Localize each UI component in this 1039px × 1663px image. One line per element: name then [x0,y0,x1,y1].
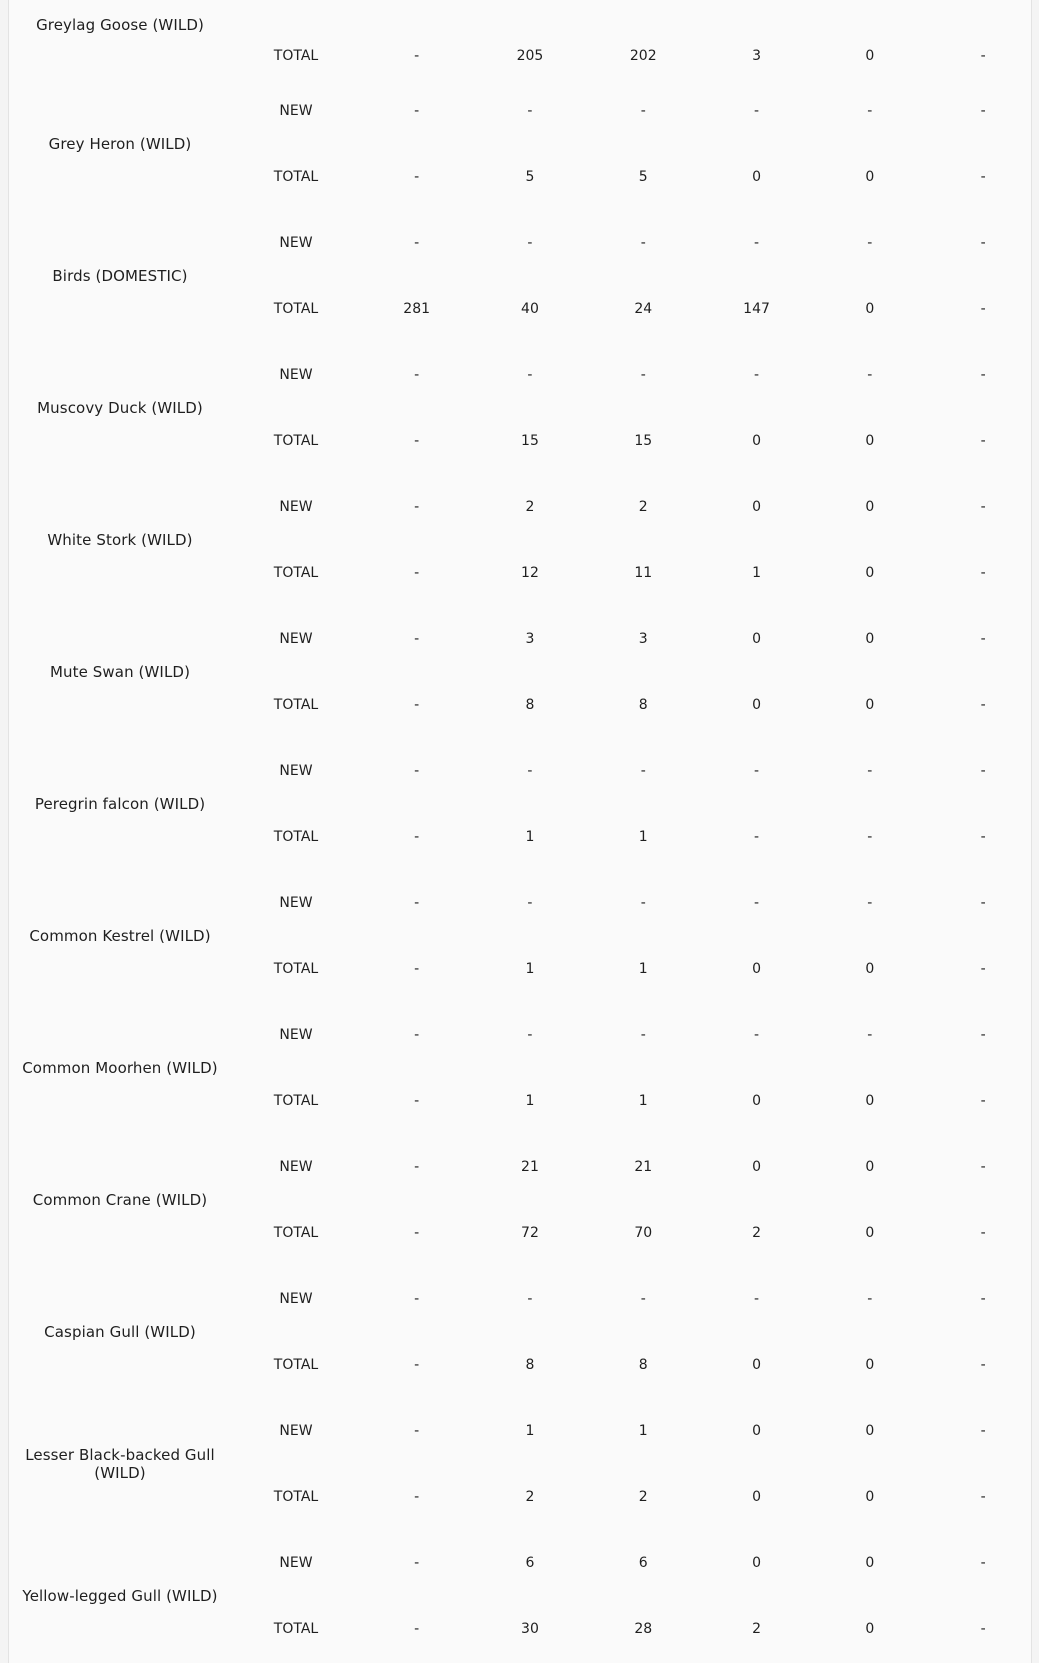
value-cell: 0 [865,961,875,977]
table-row [8,870,1039,936]
value-cell: 0 [865,1555,875,1571]
value-cell: 12 [521,565,539,581]
species-name: Caspian Gull (WILD) [44,1323,196,1341]
value-cell: 2 [638,1489,648,1505]
row-kind-label: NEW [279,1159,313,1175]
value-cell: - [414,1555,420,1571]
value-cell: 1 [525,1093,535,1109]
value-cell: - [980,631,986,647]
row-kind-label: TOTAL [273,1357,319,1373]
value-cell: - [527,895,533,911]
value-cell: - [980,1291,986,1307]
value-cell: - [414,1291,420,1307]
value-cell: 5 [525,169,535,185]
value-cell: - [414,367,420,383]
value-cell: - [527,1291,533,1307]
value-cell: - [640,367,646,383]
value-cell: - [754,1291,760,1307]
value-cell: 202 [629,48,657,64]
value-cell: - [980,301,986,317]
value-cell: 0 [752,1357,761,1373]
value-cell: 15 [521,433,539,449]
value-cell: 0 [865,631,875,647]
value-cell: 8 [525,1357,535,1373]
value-cell: 30 [521,1621,539,1637]
table-row [8,1002,1039,1068]
value-cell: 28 [634,1621,653,1637]
value-cell: 205 [516,48,544,64]
value-cell: - [754,895,760,911]
value-cell: 0 [752,169,761,185]
value-cell: - [640,1027,646,1043]
table-row [8,1266,1039,1332]
species-name: Mute Swan (WILD) [49,663,191,681]
value-cell: 0 [865,499,875,515]
value-cell: - [414,1357,420,1373]
value-cell: 0 [752,1489,761,1505]
value-cell: 1 [638,961,648,977]
value-cell: - [867,1027,873,1043]
value-cell: 6 [638,1555,648,1571]
value-cell: 11 [634,565,653,581]
row-kind-label: TOTAL [273,1621,319,1637]
value-cell: - [414,48,420,64]
value-cell: - [980,48,986,64]
value-cell: 8 [638,697,648,713]
value-cell: - [980,763,986,779]
value-cell: - [980,235,986,251]
value-cell: - [414,895,420,911]
value-cell: - [414,433,420,449]
value-cell: 24 [634,301,653,317]
row-kind-label: TOTAL [273,169,319,185]
value-cell: - [640,235,646,251]
value-cell: - [867,895,873,911]
value-cell: - [754,829,760,845]
value-cell: - [414,1621,420,1637]
value-cell: - [754,103,760,119]
value-cell: 0 [752,697,761,713]
value-cell: - [980,1423,986,1439]
value-cell: - [980,1027,986,1043]
value-cell: - [414,499,420,515]
table-row [8,342,1039,408]
value-cell: - [414,961,420,977]
spacer-cell [232,0,1039,34]
value-cell: 1 [638,1093,648,1109]
value-cell: - [867,367,873,383]
row-kind-label: NEW [279,103,313,119]
value-cell: - [640,895,646,911]
row-kind-label: TOTAL [273,433,319,449]
value-cell: - [980,1357,986,1373]
table-row [8,78,1039,144]
table-row [8,1530,1039,1596]
value-cell: 8 [638,1357,648,1373]
row-kind-label: TOTAL [273,1225,319,1241]
row-kind-label: NEW [279,631,313,647]
table-row [8,606,1039,672]
value-cell: 2 [525,499,535,515]
value-cell: 0 [865,301,875,317]
value-cell: - [980,499,986,515]
row-kind-label: TOTAL [273,48,319,64]
value-cell: 0 [865,433,875,449]
value-cell: - [640,1291,646,1307]
value-cell: 0 [865,1093,875,1109]
value-cell: 2 [752,1621,761,1637]
value-cell: 2 [752,1225,761,1241]
value-cell: - [754,763,760,779]
value-cell: - [980,1093,986,1109]
outbreak-table [8,0,1039,1662]
value-cell: - [980,829,986,845]
species-name: Peregrin falcon (WILD) [34,795,206,813]
value-cell: 6 [525,1555,535,1571]
species-name: Lesser Black-backed Gull (WILD) [25,1446,215,1482]
value-cell: 0 [752,433,761,449]
value-cell: - [414,1423,420,1439]
table-row [8,0,1039,34]
value-cell: - [527,763,533,779]
value-cell: - [980,367,986,383]
value-cell: - [980,565,986,581]
value-cell: 147 [743,301,770,317]
value-cell: 21 [634,1159,653,1175]
species-name: Muscovy Duck (WILD) [37,399,203,417]
value-cell: - [414,169,420,185]
species-name: White Stork (WILD) [47,531,193,549]
value-cell: 0 [865,1225,875,1241]
value-cell: - [980,169,986,185]
value-cell: - [414,1489,420,1505]
row-kind-label: NEW [279,499,313,515]
table-row [8,34,1039,78]
species-name: Grey Heron (WILD) [48,135,192,153]
row-kind-label: TOTAL [273,961,319,977]
value-cell: - [980,433,986,449]
value-cell: 0 [752,1555,761,1571]
value-cell: - [414,697,420,713]
value-cell: - [414,631,420,647]
value-cell: - [754,1027,760,1043]
value-cell: - [754,367,760,383]
value-cell: 3 [638,631,648,647]
value-cell: - [754,235,760,251]
row-kind-label: TOTAL [273,829,319,845]
row-kind-label: TOTAL [273,1489,319,1505]
value-cell: - [980,961,986,977]
value-cell: - [980,103,986,119]
row-kind-label: TOTAL [273,565,319,581]
value-cell: - [980,1555,986,1571]
value-cell: - [867,1291,873,1307]
table-row [8,210,1039,276]
value-cell: - [980,697,986,713]
value-cell: 2 [638,499,648,515]
value-cell: - [980,1159,986,1175]
value-cell: - [640,763,646,779]
species-name: Common Kestrel (WILD) [29,927,211,945]
value-cell: 1 [752,565,761,581]
value-cell: - [640,103,646,119]
value-cell: 3 [525,631,535,647]
value-cell: 15 [634,433,653,449]
value-cell: 1 [525,829,535,845]
value-cell: - [414,565,420,581]
value-cell: - [414,763,420,779]
value-cell: - [980,895,986,911]
value-cell: 0 [752,499,761,515]
value-cell: 0 [752,1093,761,1109]
value-cell: - [414,829,420,845]
value-cell: 0 [752,1423,761,1439]
value-cell: 0 [865,565,875,581]
value-cell: 5 [638,169,648,185]
value-cell: - [527,1027,533,1043]
row-kind-label: NEW [279,895,313,911]
value-cell: 2 [525,1489,535,1505]
value-cell: 1 [525,961,535,977]
species-name: Greylag Goose (WILD) [36,16,204,34]
table-body [8,0,1039,1662]
row-kind-label: NEW [279,1555,313,1571]
value-cell: - [527,367,533,383]
value-cell: 3 [752,48,761,64]
value-cell: - [867,829,873,845]
value-cell: 0 [865,48,875,64]
value-cell: 0 [865,1423,875,1439]
value-cell: - [980,1489,986,1505]
row-kind-label: NEW [279,1291,313,1307]
value-cell: 1 [525,1423,535,1439]
value-cell: 0 [865,1357,875,1373]
value-cell: 0 [865,169,875,185]
spacer-cell [8,34,232,78]
value-cell: - [980,1621,986,1637]
value-cell: 1 [638,1423,648,1439]
table-row [8,474,1039,540]
value-cell: - [867,103,873,119]
row-kind-label: NEW [279,1027,313,1043]
row-kind-label: NEW [279,763,313,779]
species-name: Common Crane (WILD) [32,1191,208,1209]
row-kind-label: NEW [279,1423,313,1439]
row-kind-label: TOTAL [273,1093,319,1109]
species-name: Common Moorhen (WILD) [22,1059,218,1077]
value-cell: - [867,235,873,251]
value-cell: - [414,1093,420,1109]
table-row [8,1134,1039,1200]
value-cell: 70 [634,1225,653,1241]
value-cell: 281 [403,301,431,317]
value-cell: 0 [752,1159,761,1175]
value-cell: - [527,235,533,251]
value-cell: - [414,1159,420,1175]
value-cell: - [414,1027,420,1043]
value-cell: 8 [525,697,535,713]
value-cell: 1 [638,829,648,845]
species-name: Yellow-legged Gull (WILD) [22,1587,218,1605]
value-cell: - [414,103,420,119]
value-cell: 0 [865,697,875,713]
value-cell: - [414,235,420,251]
value-cell: - [867,763,873,779]
value-cell: 0 [865,1621,875,1637]
row-kind-label: NEW [279,235,313,251]
value-cell: 0 [865,1159,875,1175]
value-cell: - [980,1225,986,1241]
row-kind-label: TOTAL [273,301,319,317]
value-cell: - [414,1225,420,1241]
table-row [8,1398,1039,1464]
species-name: Birds (DOMESTIC) [52,267,188,285]
value-cell: 0 [865,1489,875,1505]
value-cell: 40 [521,301,539,317]
value-cell: 21 [521,1159,539,1175]
value-cell: - [527,103,533,119]
value-cell: 0 [752,631,761,647]
row-kind-label: NEW [279,367,313,383]
row-kind-label: TOTAL [273,697,319,713]
value-cell: 0 [752,961,761,977]
table-row [8,738,1039,804]
value-cell: 72 [521,1225,539,1241]
